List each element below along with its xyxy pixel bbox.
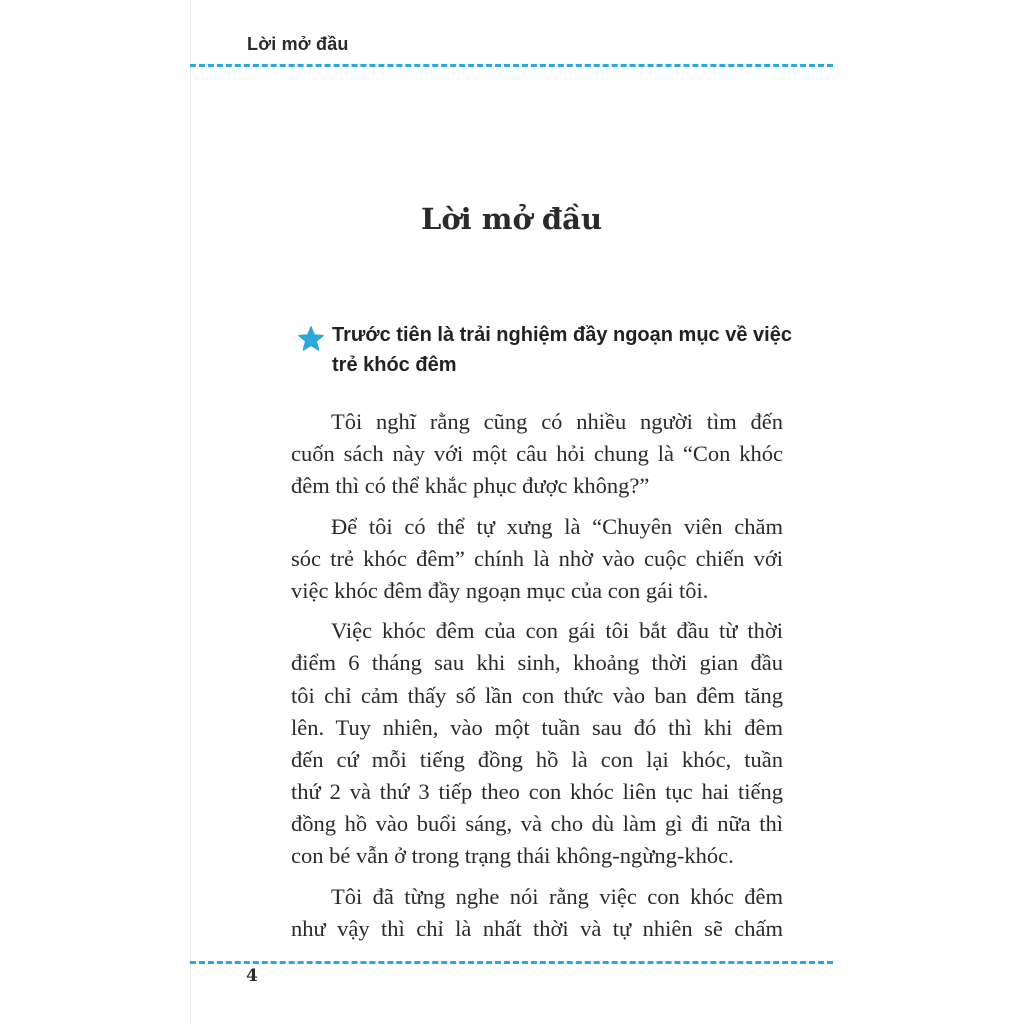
text-line: điểm 6 tháng sau khi sinh, khoảng thời gian đầu [291,650,783,676]
text-line: Tôi đã từng nghe nói rằng việc con khóc đêm [331,883,783,909]
text-line: thứ 2 và thứ 3 tiếp theo con khóc liên tục hai tiếng [291,779,783,805]
section-heading [298,320,818,380]
paragraph [291,511,783,608]
section-heading-line-2: trẻ khóc đêm [332,354,457,376]
text-line: tôi chỉ cảm thấy số lần con thức vào ban đêm tăng [291,682,783,708]
star-icon [298,326,324,352]
text-line: Để tôi có thể tự xưng là “Chuyên viên chăm [331,513,783,539]
text-line: Việc khóc đêm của con gái tôi bắt đầu từ thời [331,618,783,644]
page-number: 4 [246,966,258,986]
text-line: sóc trẻ khóc đêm” chính là nhờ vào cuộc chiến với [291,545,783,571]
section-heading-line-1: Trước tiên là trải nghiệm đầy ngoạn mục về việc [332,324,792,346]
paragraph [291,881,783,945]
bottom-dashed-rule [190,961,833,964]
text-line: như vậy thì chỉ là nhất thời và tự nhiên sẽ chấm [291,915,783,941]
text-line: đêm thì có thể khắc phục được không?” [291,473,650,499]
top-dashed-rule [190,64,833,67]
body-text [291,406,783,953]
text-line: Tôi nghĩ rằng cũng có nhiều người tìm đến [331,409,783,434]
paragraph [291,406,783,503]
running-head: Lời mở đầu [247,34,349,54]
paragraph [291,615,783,873]
page-edge [190,0,191,1024]
text-line: con bé vẫn ở trong trạng thái không-ngừng-khóc. [291,843,734,869]
text-line: lên. Tuy nhiên, vào một tuần sau đó thì khi đêm [291,714,783,740]
text-line: việc khóc đêm đầy ngoạn mục của con gái tôi. [291,577,709,603]
chapter-title: Lời mở đầu [420,202,603,236]
text-line: đồng hồ vào buổi sáng, và cho dù làm gì đi nữa thì [291,811,783,837]
text-line: cuốn sách này với một câu hỏi chung là “Con khóc [291,441,783,467]
text-line: đến cứ mỗi tiếng đồng hồ là con lại khóc, tuần [291,746,783,772]
